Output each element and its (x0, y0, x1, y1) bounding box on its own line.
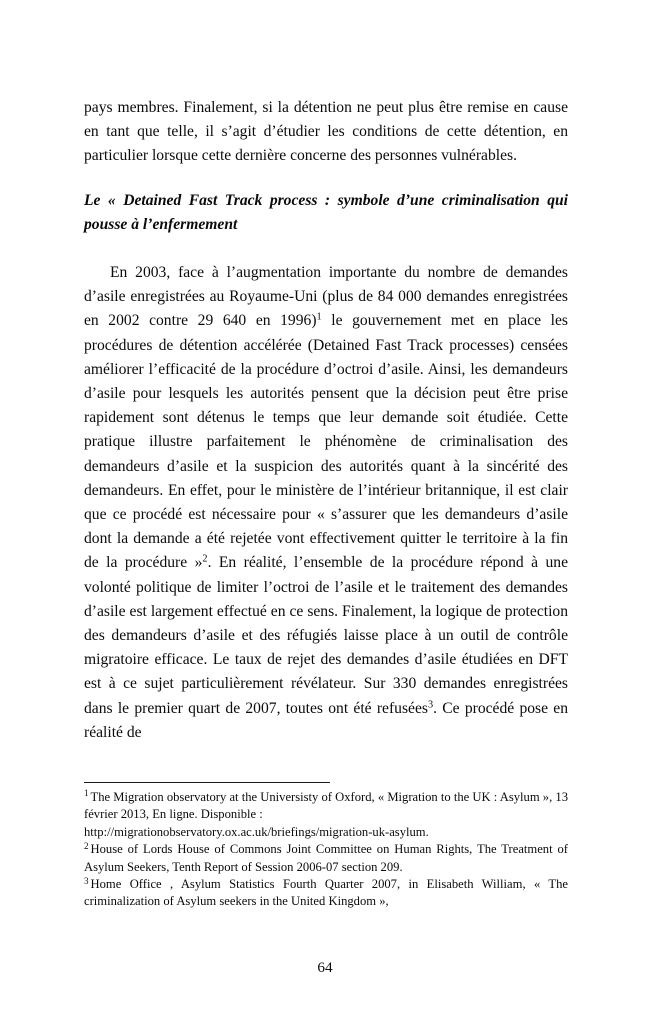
section-heading: Le « Detained Fast Track process : symbole d’une criminalisation qui pousse à l’enfermement (84, 191, 568, 233)
footnote-item-1-url[interactable]: http://migrationobservatory.ox.ac.uk/briefings/migration-uk-asylum. (84, 824, 429, 839)
paragraph-main-segment-1: En 2003, face à l’augmentation importante du nombre de demandes d’asile enregistrées au Royaume-Uni (plus de 84 000 demandes enregistrées en 2002 contre 29 640 en 1996) (84, 264, 568, 330)
footnote-text-2: House of Lords House of Commons Joint Committee on Human Rights, The Treatment of Asylum Seekers, Tenth Report of Session 2006-07 section 209. (84, 842, 568, 874)
footnote-marker-3: 3 (84, 875, 89, 886)
page-number: 64 (317, 959, 333, 976)
footnote-ref-3[interactable]: 3 (427, 699, 434, 711)
footnote-text-1: The Migration observatory at the Universisty of Oxford, « Migration to the UK : Asylum », 13 février 2013, En ligne. Disponible : (84, 790, 568, 822)
section-heading-block (84, 189, 568, 237)
footnote-item-1 (84, 789, 568, 824)
paragraph-main-segment-3: . En réalité, l’ensemble de la procédure répond à une volonté politique de limiter l’octroi de l’asile et le traitement des demandes d’asile est largement effectué en ce sens. Finalement, la logique de protection des demandeurs d’asile et des réfugiés laisse place à un outil de contrôle migratoire efficace. Le taux de rejet des demandes d’asile étudiées en DFT est à ce sujet particulièrement révélateur. Sur 330 demandes enregistrées dans le premier quart de 2007, toutes ont été refusées (84, 554, 568, 717)
footnote-text-3: Home Office , Asylum Statistics Fourth Quarter 2007, in Elisabeth William, « The criminalization of Asylum seekers in the United Kingdom », (84, 877, 568, 909)
footnote-marker-2: 2 (84, 840, 89, 851)
paragraph-main-segment-2: le gouvernement met en place les procédures de détention accélérée (Detained Fast Track processes) censées améliorer l’efficacité de la procédure d’octroi d’asile. Ainsi, les demandeurs d’asile pour lesquels les autorités pensent que la décision peut être prise rapidement sont détenus le temps que leur demande soit étudiée. Cette pratique illustre parfaitement le phénomène de criminalisation des demandeurs d’asile et la suspicion des autorités quant à la sincérité des demandeurs. En effet, pour le ministère de l’intérieur britannique, il est clair que ce procédé est nécessaire pour « s’assurer que les demandeurs d’asile dont la demande a été rejetée vont effectivement quitter le territoire à la fin de la procédure » (84, 312, 568, 572)
paragraph-main (84, 261, 568, 745)
footnotes-section (84, 782, 568, 911)
paragraph-main-segment-4: . Ce procédé pose en réalité de (84, 699, 569, 741)
footnote-item-3 (84, 876, 568, 911)
footnote-ref-2[interactable]: 2 (202, 554, 208, 566)
body-text-column (84, 96, 568, 745)
footnote-separator-rule (84, 782, 330, 783)
paragraph-continuation: pays membres. Finalement, si la détention ne peut plus être remise en cause en tant que telle, il s’agit d’étudier les conditions de cette détention, en particulier lorsque cette dernière concerne des personnes vulnérables. (84, 99, 568, 165)
footnote-item-2 (84, 841, 568, 876)
footnote-ref-1[interactable]: 1 (316, 312, 322, 324)
footnote-marker-1: 1 (84, 788, 89, 799)
